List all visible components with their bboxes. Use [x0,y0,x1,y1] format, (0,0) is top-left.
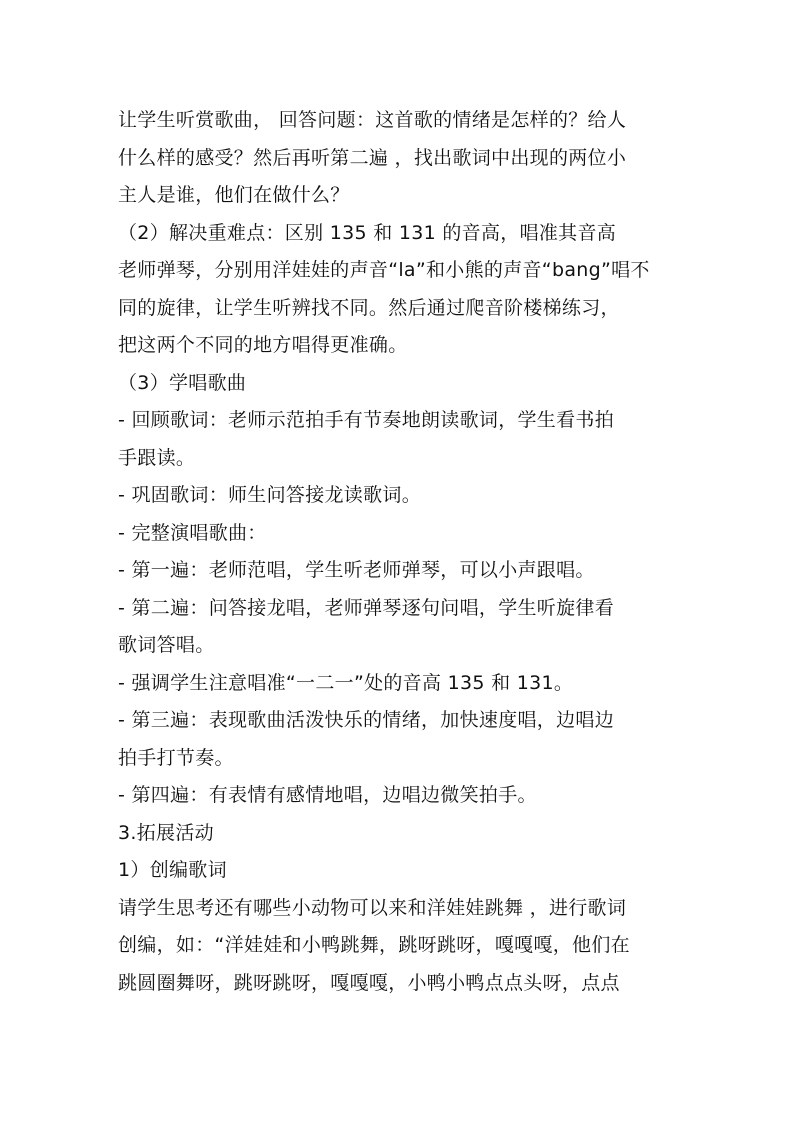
text-line-17: - 第三遍：表现歌曲活泼快乐的情绪，加快速度唱，边唱边 [118,709,614,731]
text-line-9: - 回顾歌词：老师示范拍手有节奏地朗读歌词，学生看书拍 [118,409,614,431]
text-line-22: 请学生思考还有哪些小动物可以来和洋娃娃跳舞 ，进行歌词 [118,896,627,919]
text-line-1: 让学生听赏歌曲， 回答问题：这首歌的情绪是怎样的？给人 [118,109,627,131]
text-line-16: - 强调学生注意唱准“一二一”处的音高 135 和 131。 [118,671,574,694]
document-body [118,102,678,1002]
text-line-23: 创编，如：“洋娃娃和小鸭跳舞，跳呀跳呀，嘎嘎嘎，他们在 [118,934,630,956]
text-line-5: 老师弹琴，分别用洋娃娃的声音“la”和小熊的声音“bang”唱不 [118,259,650,281]
text-line-4: （2）解决重难点：区别 135 和 131 的音高，唱准其音高 [118,221,617,244]
subsection-heading: 1）创编歌词 [118,859,227,881]
text-line-10: 手跟读。 [118,446,196,469]
text-line-2: 什么样的感受？然后再听第二遍 ，找出歌词中出现的两位小 [118,146,627,169]
text-line-12: - 完整演唱歌曲： [118,521,267,544]
section-heading: 3.拓展活动 [118,821,214,844]
text-line-18: 拍手打节奏。 [118,746,234,769]
text-line-3: 主人是谁，他们在做什么？ [118,184,350,206]
text-line-19: - 第四遍：有表情有感情地唱，边唱边微笑拍手。 [118,784,537,806]
text-line-24: 跳圆圈舞呀，跳呀跳呀，嘎嘎嘎，小鸭小鸭点点头呀，点点 [118,971,620,994]
text-line-11: - 巩固歌词：师生问答接龙读歌词。 [118,484,421,506]
text-line-14: - 第二遍：问答接龙唱，老师弹琴逐句问唱，学生听旋律看 [118,596,614,619]
text-line-7: 把这两个不同的地方唱得更准确。 [118,334,408,356]
text-line-8: （3）学唱歌曲 [118,371,247,394]
text-line-6: 同的旋律，让学生听辨找不同。然后通过爬音阶楼梯练习， [118,296,620,319]
text-line-13: - 第一遍：老师范唱，学生听老师弹琴，可以小声跟唱。 [118,559,595,581]
text-line-15: 歌词答唱。 [118,634,215,656]
